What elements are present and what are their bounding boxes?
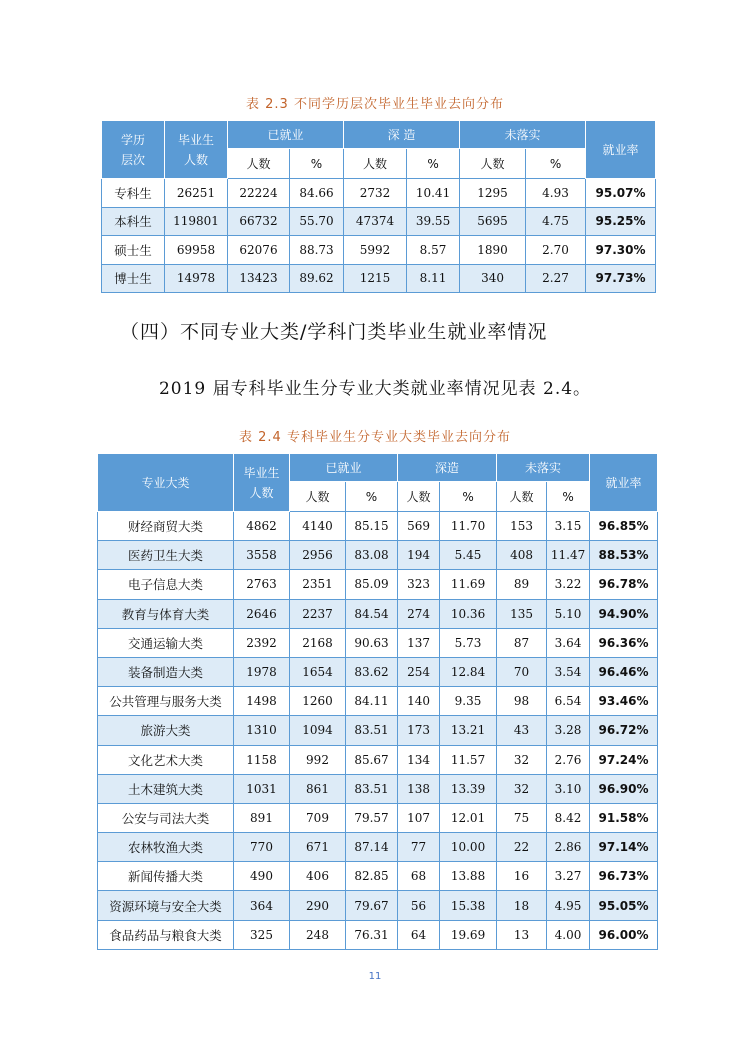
table-cell: 3.10 — [547, 774, 590, 803]
table-cell: 12.84 — [440, 657, 497, 686]
table-cell: 254 — [398, 657, 440, 686]
table-cell: 325 — [234, 920, 290, 949]
table-cell: 3.64 — [547, 628, 590, 657]
table-cell: 13423 — [228, 264, 290, 293]
table-row — [98, 541, 658, 570]
table-cell: 88.73 — [290, 236, 344, 265]
header-graduates: 毕业生 人数 — [165, 121, 228, 179]
table-row — [98, 833, 658, 862]
table-cell: 1260 — [290, 687, 346, 716]
table-cell: 83.08 — [346, 541, 398, 570]
row-label: 电子信息大类 — [98, 570, 234, 599]
employment-rate-cell: 97.30% — [586, 236, 656, 265]
table-cell: 11.57 — [440, 745, 497, 774]
table-cell: 138 — [398, 774, 440, 803]
row-label: 土木建筑大类 — [98, 774, 234, 803]
subheader-count: 人数 — [290, 482, 346, 512]
row-label: 文化艺术大类 — [98, 745, 234, 774]
header-unplaced: 未落实 — [460, 121, 586, 149]
table-cell: 85.09 — [346, 570, 398, 599]
table-cell: 83.51 — [346, 716, 398, 745]
table-cell: 2732 — [344, 179, 407, 208]
table-cell: 1890 — [460, 236, 526, 265]
header-graduates: 毕业生 人数 — [234, 454, 290, 512]
table-row — [98, 657, 658, 686]
subheader-percent: % — [407, 149, 460, 179]
table-cell: 15.38 — [440, 891, 497, 920]
table-row — [98, 512, 658, 541]
table-cell: 77 — [398, 833, 440, 862]
table-row — [102, 207, 656, 236]
table-cell: 3.54 — [547, 657, 590, 686]
table-cell: 10.36 — [440, 599, 497, 628]
table-cell: 1094 — [290, 716, 346, 745]
table-cell: 569 — [398, 512, 440, 541]
row-label: 公共管理与服务大类 — [98, 687, 234, 716]
table-cell: 8.57 — [407, 236, 460, 265]
table-cell: 4140 — [290, 512, 346, 541]
table-row — [98, 891, 658, 920]
table-cell: 98 — [497, 687, 547, 716]
table-cell: 1295 — [460, 179, 526, 208]
header-employment-rate: 就业率 — [590, 454, 658, 512]
table-cell: 135 — [497, 599, 547, 628]
row-label: 旅游大类 — [98, 716, 234, 745]
table-cell: 194 — [398, 541, 440, 570]
table-cell: 119801 — [165, 207, 228, 236]
table-cell: 13 — [497, 920, 547, 949]
table-2-3-caption: 表 2.3 不同学历层次毕业生毕业去向分布 — [246, 97, 504, 112]
table-cell: 3.27 — [547, 862, 590, 891]
table-cell: 75 — [497, 803, 547, 832]
employment-rate-cell: 96.90% — [590, 774, 658, 803]
table-cell: 2646 — [234, 599, 290, 628]
row-label: 农林牧渔大类 — [98, 833, 234, 862]
subheader-count: 人数 — [460, 149, 526, 179]
row-label: 新闻传播大类 — [98, 862, 234, 891]
employment-rate-cell: 97.73% — [586, 264, 656, 293]
table-cell: 2.27 — [526, 264, 586, 293]
table-row — [98, 862, 658, 891]
table-cell: 2168 — [290, 628, 346, 657]
body-paragraph: 2019 届专科毕业生分专业大类就业率情况见表 2.4。 — [158, 379, 592, 399]
header-major-category: 专业大类 — [98, 454, 234, 512]
table-cell: 13.21 — [440, 716, 497, 745]
table-cell: 5992 — [344, 236, 407, 265]
row-label: 医药卫生大类 — [98, 541, 234, 570]
table-cell: 4.93 — [526, 179, 586, 208]
table-cell: 4.75 — [526, 207, 586, 236]
header-employment-rate: 就业率 — [586, 121, 656, 179]
table-cell: 408 — [497, 541, 547, 570]
table-cell: 2.70 — [526, 236, 586, 265]
table-cell: 274 — [398, 599, 440, 628]
table-cell: 89.62 — [290, 264, 344, 293]
table-cell: 76.31 — [346, 920, 398, 949]
employment-rate-cell: 97.24% — [590, 745, 658, 774]
table-cell: 1498 — [234, 687, 290, 716]
employment-rate-cell: 96.36% — [590, 628, 658, 657]
subheader-count: 人数 — [228, 149, 290, 179]
subheader-count: 人数 — [398, 482, 440, 512]
table-2-4 — [97, 453, 658, 950]
subheader-percent: % — [346, 482, 398, 512]
table-cell: 10.41 — [407, 179, 460, 208]
employment-rate-cell: 96.46% — [590, 657, 658, 686]
table-cell: 2763 — [234, 570, 290, 599]
table-cell: 364 — [234, 891, 290, 920]
table-cell: 891 — [234, 803, 290, 832]
table-row — [98, 920, 658, 949]
table-cell: 39.55 — [407, 207, 460, 236]
table-cell: 5695 — [460, 207, 526, 236]
table-cell: 5.45 — [440, 541, 497, 570]
table-cell: 87 — [497, 628, 547, 657]
employment-rate-cell: 96.73% — [590, 862, 658, 891]
table-cell: 69958 — [165, 236, 228, 265]
table-row — [102, 264, 656, 293]
table-2-4-caption: 表 2.4 专科毕业生分专业大类毕业去向分布 — [239, 430, 511, 445]
employment-rate-cell: 88.53% — [590, 541, 658, 570]
table-cell: 406 — [290, 862, 346, 891]
table-cell: 992 — [290, 745, 346, 774]
employment-rate-cell: 93.46% — [590, 687, 658, 716]
table-cell: 5.10 — [547, 599, 590, 628]
table-cell: 107 — [398, 803, 440, 832]
table-cell: 8.42 — [547, 803, 590, 832]
table-cell: 79.57 — [346, 803, 398, 832]
table-cell: 32 — [497, 745, 547, 774]
table-cell: 153 — [497, 512, 547, 541]
table-cell: 770 — [234, 833, 290, 862]
row-label: 装备制造大类 — [98, 657, 234, 686]
table-cell: 68 — [398, 862, 440, 891]
header-unplaced: 未落实 — [497, 454, 590, 482]
table-cell: 137 — [398, 628, 440, 657]
row-label: 财经商贸大类 — [98, 512, 234, 541]
table-cell: 10.00 — [440, 833, 497, 862]
table-cell: 134 — [398, 745, 440, 774]
table-cell: 861 — [290, 774, 346, 803]
table-row — [98, 570, 658, 599]
row-label: 食品药品与粮食大类 — [98, 920, 234, 949]
table-cell: 1158 — [234, 745, 290, 774]
table-cell: 16 — [497, 862, 547, 891]
table-cell: 4.00 — [547, 920, 590, 949]
row-label: 本科生 — [102, 207, 165, 236]
table-cell: 84.66 — [290, 179, 344, 208]
table-cell: 2.86 — [547, 833, 590, 862]
row-label: 博士生 — [102, 264, 165, 293]
row-label: 硕士生 — [102, 236, 165, 265]
employment-rate-cell: 96.00% — [590, 920, 658, 949]
table-cell: 22224 — [228, 179, 290, 208]
table-cell: 83.51 — [346, 774, 398, 803]
header-further-study: 深 造 — [344, 121, 460, 149]
table-cell: 83.62 — [346, 657, 398, 686]
table-row — [98, 774, 658, 803]
table-cell: 14978 — [165, 264, 228, 293]
table-row — [98, 628, 658, 657]
employment-rate-cell: 96.85% — [590, 512, 658, 541]
row-label: 公安与司法大类 — [98, 803, 234, 832]
table-cell: 79.67 — [346, 891, 398, 920]
table-cell: 70 — [497, 657, 547, 686]
table-cell: 87.14 — [346, 833, 398, 862]
subheader-percent: % — [547, 482, 590, 512]
table-cell: 6.54 — [547, 687, 590, 716]
subheader-percent: % — [290, 149, 344, 179]
table-row — [98, 803, 658, 832]
subheader-count: 人数 — [344, 149, 407, 179]
table-cell: 340 — [460, 264, 526, 293]
table-cell: 2392 — [234, 628, 290, 657]
table-cell: 490 — [234, 862, 290, 891]
table-cell: 709 — [290, 803, 346, 832]
page-number: 11 — [368, 971, 382, 982]
table-cell: 3.22 — [547, 570, 590, 599]
table-row — [98, 745, 658, 774]
table-cell: 19.69 — [440, 920, 497, 949]
table-cell: 1978 — [234, 657, 290, 686]
table-cell: 2351 — [290, 570, 346, 599]
table-row — [98, 687, 658, 716]
table-2-3 — [101, 120, 656, 293]
table-row — [102, 236, 656, 265]
employment-rate-cell: 95.05% — [590, 891, 658, 920]
table-cell: 11.70 — [440, 512, 497, 541]
header-employed: 已就业 — [290, 454, 398, 482]
table-cell: 56 — [398, 891, 440, 920]
subheader-percent: % — [526, 149, 586, 179]
row-label: 专科生 — [102, 179, 165, 208]
employment-rate-cell: 95.07% — [586, 179, 656, 208]
row-label: 教育与体育大类 — [98, 599, 234, 628]
row-label: 资源环境与安全大类 — [98, 891, 234, 920]
table-cell: 8.11 — [407, 264, 460, 293]
table-cell: 13.88 — [440, 862, 497, 891]
header-employed: 已就业 — [228, 121, 344, 149]
header-further-study: 深造 — [398, 454, 497, 482]
table-row — [98, 599, 658, 628]
table-cell: 64 — [398, 920, 440, 949]
table-cell: 22 — [497, 833, 547, 862]
table-cell: 12.01 — [440, 803, 497, 832]
table-cell: 3.15 — [547, 512, 590, 541]
table-cell: 1654 — [290, 657, 346, 686]
table-cell: 32 — [497, 774, 547, 803]
employment-rate-cell: 96.78% — [590, 570, 658, 599]
table-cell: 323 — [398, 570, 440, 599]
subheader-percent: % — [440, 482, 497, 512]
table-cell: 2956 — [290, 541, 346, 570]
table-cell: 55.70 — [290, 207, 344, 236]
employment-rate-cell: 94.90% — [590, 599, 658, 628]
table-cell: 84.54 — [346, 599, 398, 628]
table-cell: 3.28 — [547, 716, 590, 745]
table-row — [98, 716, 658, 745]
employment-rate-cell: 91.58% — [590, 803, 658, 832]
section-heading: （四）不同专业大类/学科门类毕业生就业率情况 — [120, 321, 548, 343]
table-cell: 66732 — [228, 207, 290, 236]
row-label: 交通运输大类 — [98, 628, 234, 657]
table-cell: 11.47 — [547, 541, 590, 570]
header-education-level: 学历 层次 — [102, 121, 165, 179]
table-cell: 4862 — [234, 512, 290, 541]
table-cell: 290 — [290, 891, 346, 920]
table-cell: 26251 — [165, 179, 228, 208]
table-cell: 85.15 — [346, 512, 398, 541]
table-cell: 11.69 — [440, 570, 497, 599]
table-row — [102, 179, 656, 208]
table-cell: 3558 — [234, 541, 290, 570]
table-cell: 47374 — [344, 207, 407, 236]
table-cell: 18 — [497, 891, 547, 920]
table-cell: 2.76 — [547, 745, 590, 774]
table-cell: 2237 — [290, 599, 346, 628]
table-cell: 90.63 — [346, 628, 398, 657]
table-cell: 140 — [398, 687, 440, 716]
table-cell: 84.11 — [346, 687, 398, 716]
table-cell: 1215 — [344, 264, 407, 293]
employment-rate-cell: 96.72% — [590, 716, 658, 745]
table-cell: 1031 — [234, 774, 290, 803]
table-cell: 9.35 — [440, 687, 497, 716]
table-cell: 13.39 — [440, 774, 497, 803]
table-cell: 89 — [497, 570, 547, 599]
table-cell: 173 — [398, 716, 440, 745]
table-cell: 1310 — [234, 716, 290, 745]
table-cell: 248 — [290, 920, 346, 949]
table-cell: 85.67 — [346, 745, 398, 774]
table-cell: 43 — [497, 716, 547, 745]
table-cell: 82.85 — [346, 862, 398, 891]
employment-rate-cell: 95.25% — [586, 207, 656, 236]
subheader-count: 人数 — [497, 482, 547, 512]
employment-rate-cell: 97.14% — [590, 833, 658, 862]
table-cell: 5.73 — [440, 628, 497, 657]
table-cell: 4.95 — [547, 891, 590, 920]
table-cell: 671 — [290, 833, 346, 862]
table-cell: 62076 — [228, 236, 290, 265]
